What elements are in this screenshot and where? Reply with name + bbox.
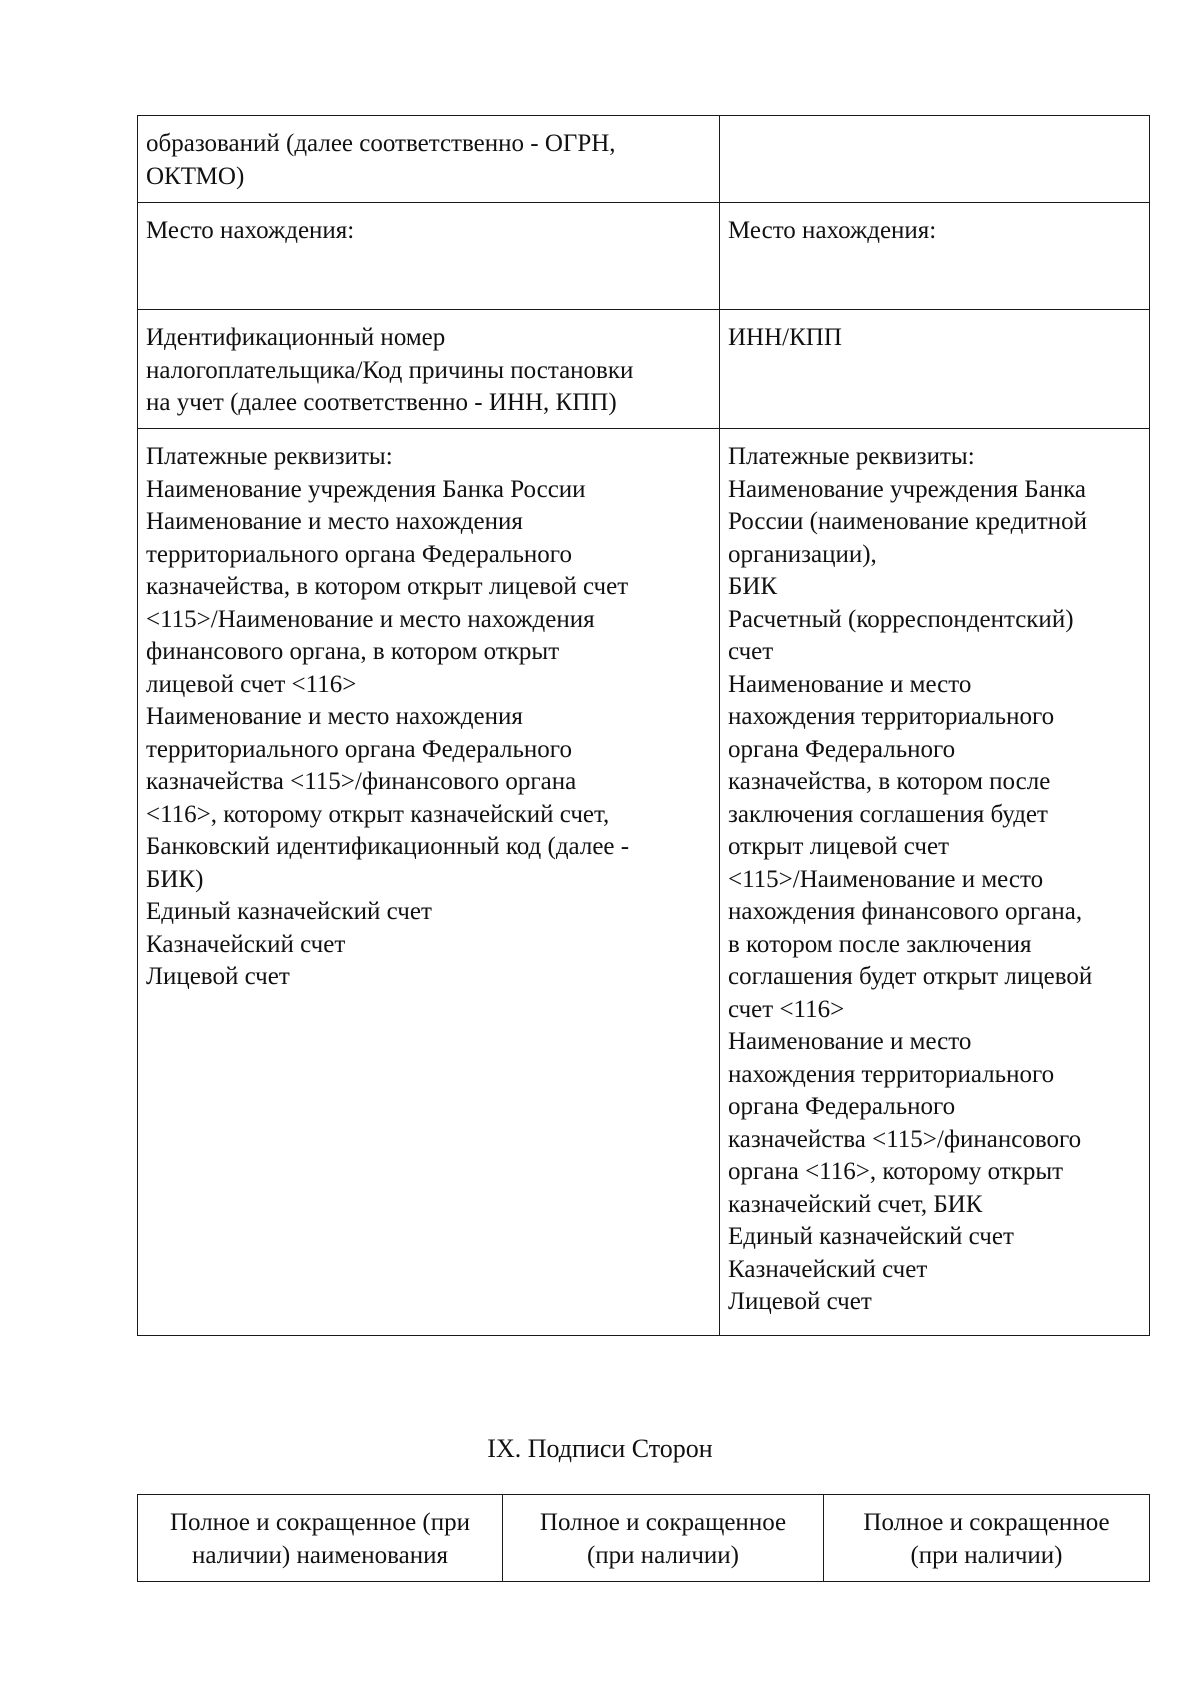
cell-line: казначейства <115>/финансового органа (146, 768, 577, 795)
cell-line: территориального органа Федерального (146, 735, 572, 763)
cell-line: Платежные реквизиты: (146, 443, 393, 470)
cell-line: Полное и сокращенное (863, 1509, 1110, 1536)
cell-line: Лицевой счет (146, 963, 290, 990)
cell-line: Платежные реквизиты: (728, 443, 975, 470)
cell-line: на учет (далее соответственно - ИНН, КПП) (146, 389, 617, 416)
cell-line: соглашения будет открыт лицевой (728, 963, 1093, 990)
cell-line: Лицевой счет (728, 1288, 872, 1315)
cell-line: (при наличии) (910, 1541, 1063, 1569)
cell-line: органа <116>, которому открыт (728, 1158, 1064, 1185)
ogrn-oktmo-cell (138, 116, 720, 203)
signature-header-cell (138, 1495, 503, 1582)
signatures-table (137, 1494, 1150, 1582)
table-row (138, 310, 1150, 429)
requisites-table (137, 115, 1150, 1336)
table-row (138, 116, 1150, 203)
cell-line: (при наличии) (586, 1541, 740, 1569)
cell-line: Полное и сокращенное (539, 1509, 787, 1536)
cell-line: образований (далее соответственно - ОГРН, (146, 130, 616, 157)
cell-line: Наименование учреждения Банка (728, 475, 1086, 503)
cell-line: <115>/Наименование и место (728, 865, 1044, 893)
cell-line: Казначейский счет (728, 1255, 928, 1283)
cell-line: счет <116> (728, 995, 845, 1023)
cell-line: <116>, которому открыт казначейский счет, (146, 800, 610, 828)
cell-line: казначейства, в котором после (728, 768, 1051, 795)
cell-line: территориального органа Федерального (146, 540, 572, 568)
cell-line: открыт лицевой счет (728, 833, 949, 860)
location-cell (720, 203, 1150, 310)
cell-line: налогоплательщика/Код причины постановки (146, 356, 634, 384)
cell-line: БИК (728, 573, 778, 600)
cell-line: нахождения территориального (728, 703, 1055, 730)
inn-kpp-cell (138, 310, 720, 429)
cell-line: Место нахождения: (146, 217, 355, 244)
cell-line: организации), (728, 540, 877, 568)
table-row (138, 1495, 1150, 1582)
cell-line: Расчетный (корреспондентский) (728, 605, 1074, 633)
cell-line: финансового органа, в котором открыт (146, 638, 560, 665)
cell-line: Наименование и место (728, 1028, 972, 1055)
payment-details-cell (138, 429, 720, 1336)
cell-line: Казначейский счет (146, 930, 346, 958)
signature-header-cell (824, 1495, 1150, 1582)
table-row (138, 429, 1150, 1336)
inn-kpp-cell (720, 310, 1150, 429)
cell-line: Наименование и место (728, 670, 972, 698)
empty-cell (720, 116, 1150, 203)
cell-line: Место нахождения: (728, 217, 937, 244)
cell-line: в котором после заключения (728, 930, 1032, 958)
cell-line: Наименование и место нахождения (146, 703, 523, 730)
cell-line: Единый казначейский счет (728, 1223, 1014, 1250)
payment-details-cell (720, 429, 1150, 1336)
cell-line: Наименование и место нахождения (146, 508, 523, 535)
cell-line: России (наименование кредитной (728, 508, 1087, 535)
cell-line: ИНН/КПП (728, 324, 842, 351)
section-title: IX. Подписи Сторон (487, 1434, 713, 1463)
cell-line: ОКТМО) (146, 162, 245, 190)
cell-line: органа Федерального (728, 735, 956, 763)
cell-line: казначейства, в котором открыт лицевой счет (146, 573, 629, 600)
cell-line: Полное и сокращенное (при (169, 1509, 471, 1536)
cell-line: Банковский идентификационный код (далее - (146, 833, 630, 860)
cell-line: нахождения территориального (728, 1060, 1055, 1088)
cell-line: Наименование учреждения Банка России (146, 475, 586, 503)
cell-line: казначейства <115>/финансового (728, 1125, 1082, 1153)
cell-line: БИК) (146, 865, 204, 893)
cell-line: наличии) наименования (192, 1541, 448, 1569)
cell-line: Идентификационный номер (146, 324, 446, 351)
location-cell (138, 203, 720, 310)
cell-line: нахождения финансового органа, (728, 898, 1083, 925)
cell-line: <115>/Наименование и место нахождения (146, 605, 595, 633)
cell-line: органа Федерального (728, 1093, 956, 1120)
cell-line: Единый казначейский счет (146, 898, 432, 925)
cell-line: казначейский счет, БИК (728, 1190, 983, 1218)
signature-header-cell (503, 1495, 824, 1582)
cell-line: заключения соглашения будет (728, 800, 1048, 828)
cell-line: счет (728, 638, 774, 665)
cell-line: лицевой счет <116> (146, 670, 357, 698)
table-row (138, 203, 1150, 310)
